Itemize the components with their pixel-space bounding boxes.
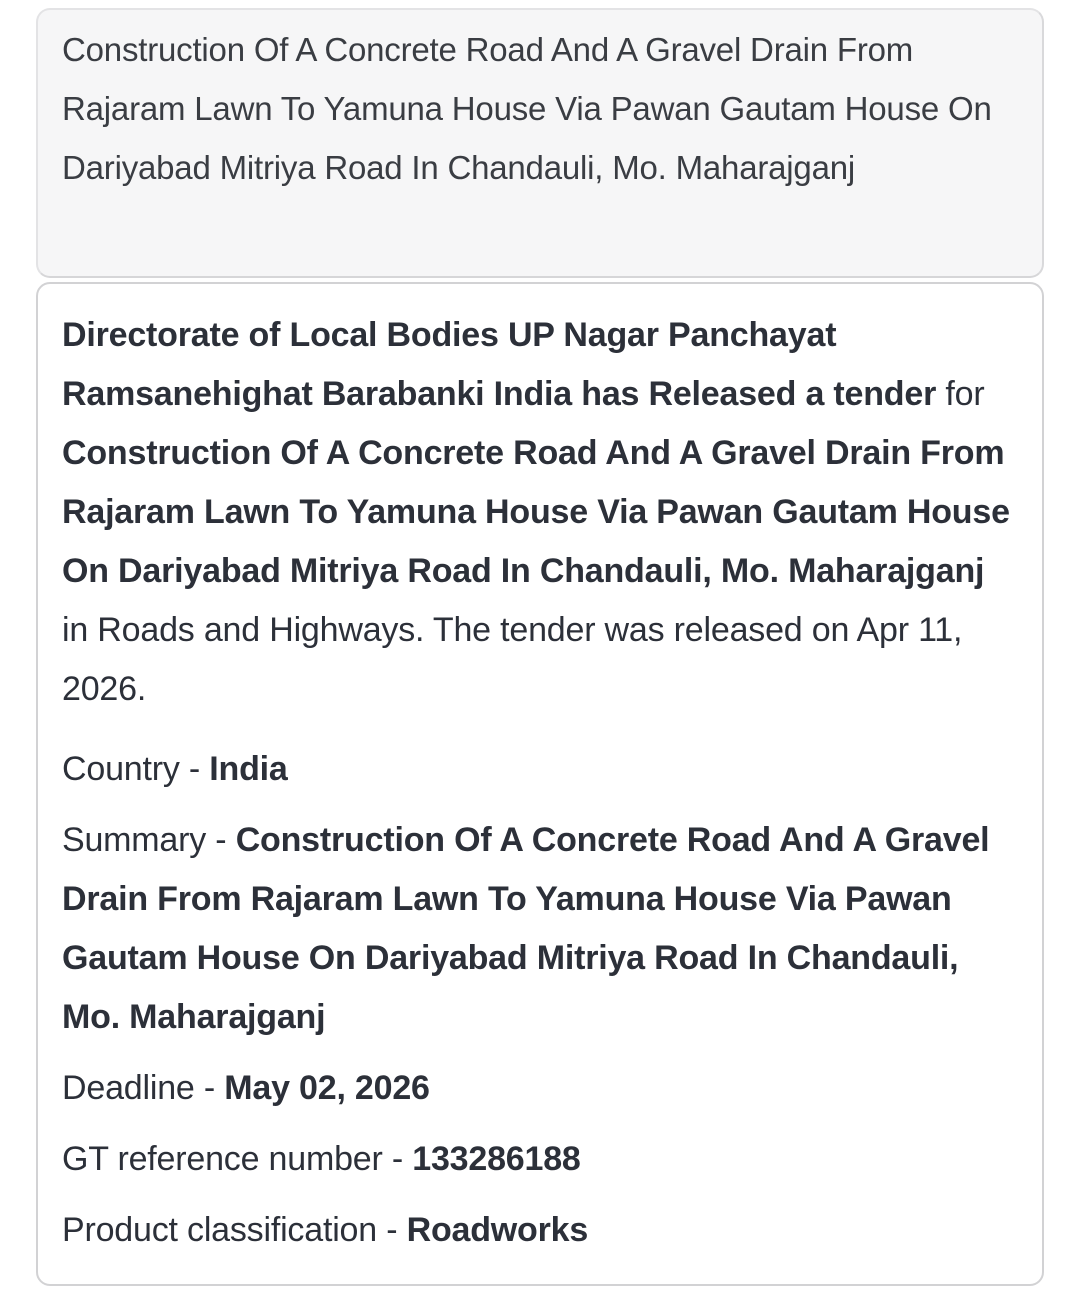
field-label-gt-reference: GT reference number - [62, 1140, 413, 1178]
intro-suffix-text: in Roads and Highways. The tender was released on Apr 11, 2026. [62, 611, 963, 708]
field-label-deadline: Deadline - [62, 1069, 225, 1107]
tender-title-card [36, 8, 1044, 278]
field-row-deadline [62, 1059, 1018, 1118]
field-value-product-classification: Roadworks [406, 1211, 589, 1249]
field-value-country: India [209, 750, 288, 788]
tender-name-inline: Construction Of A Concrete Road And A Gravel Drain From Rajaram Lawn To Yamuna House Via Pawan Gautam House On Dariyabad Mitriya Road In Chandauli, Mo. Maharajganj [62, 434, 1010, 590]
tender-detail-page [0, 8, 1080, 1310]
field-label-product-classification: Product classification - [62, 1211, 407, 1249]
tender-intro-paragraph [62, 306, 1018, 719]
field-value-summary: Construction Of A Concrete Road And A Gravel Drain From Rajaram Lawn To Yamuna House Via Pawan Gautam House On Dariyabad Mitriya Road In Chandauli, Mo. Maharajganj [62, 821, 990, 1036]
field-label-summary: Summary - [62, 821, 236, 859]
field-row-summary [62, 811, 1018, 1047]
field-row-gt-reference [62, 1130, 1018, 1189]
field-label-country: Country - [62, 750, 210, 788]
issuing-organization-text: Directorate of Local Bodies UP Nagar Panchayat Ramsanehighat Barabanki India has Released a tender [62, 316, 937, 413]
intro-connector-text: for [936, 375, 985, 413]
field-value-deadline: May 02, 2026 [224, 1069, 430, 1107]
field-row-country [62, 740, 1018, 799]
tender-title: Construction Of A Concrete Road And A Gravel Drain From Rajaram Lawn To Yamuna House Via Pawan Gautam House On Dariyabad Mitriya Road In Chandauli, Mo. Maharajganj [62, 31, 992, 186]
tender-details-card [36, 282, 1044, 1286]
field-value-gt-reference: 133286188 [412, 1140, 581, 1178]
field-row-product-classification [62, 1201, 1018, 1260]
